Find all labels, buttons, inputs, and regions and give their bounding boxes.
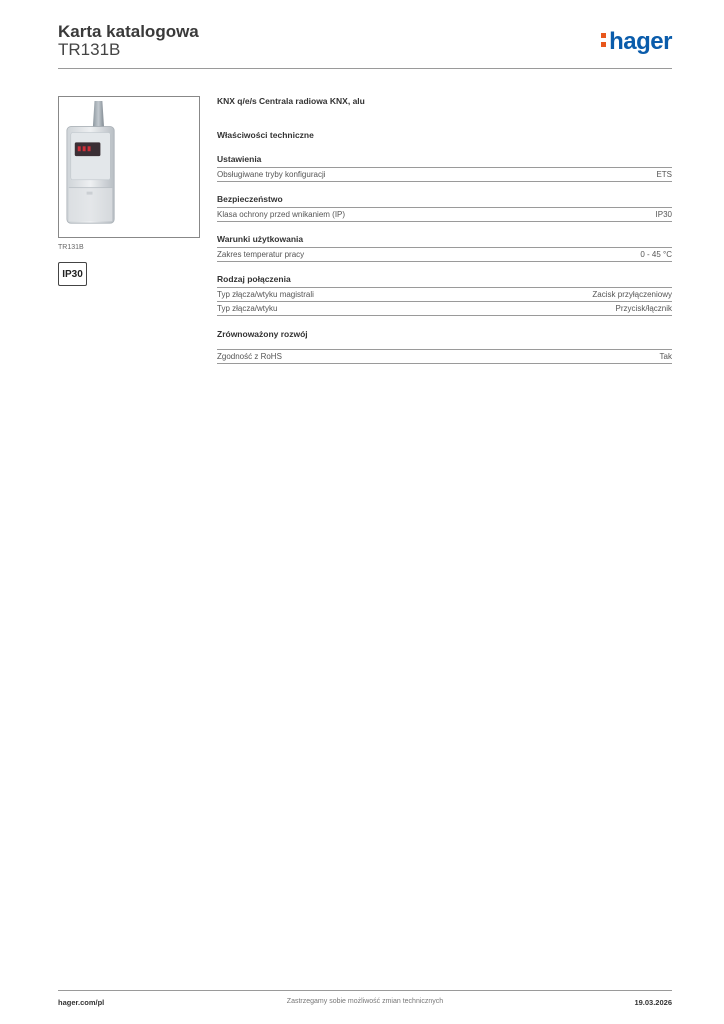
section-sustainability xyxy=(217,329,672,364)
page-header xyxy=(58,20,672,68)
product-image-frame xyxy=(58,96,200,238)
logo-text: hager xyxy=(609,28,672,55)
property-value: Tak xyxy=(659,352,672,361)
product-code: TR131B xyxy=(58,40,121,59)
product-image xyxy=(59,97,199,237)
footer-note: Zastrzegamy sobie możliwość zmian technicznych xyxy=(286,998,444,1005)
property-label: Zakres temperatur pracy xyxy=(217,250,305,259)
section-title: Rodzaj połączenia xyxy=(217,274,672,288)
property-row xyxy=(217,349,672,364)
property-value: Przycisk/łącznik xyxy=(615,304,672,313)
section-connection xyxy=(217,274,672,316)
product-name: KNX q/e/s Centrala radiowa KNX, alu xyxy=(217,96,365,106)
property-label: Typ złącza/wtyku magistrali xyxy=(217,290,314,299)
property-label: Obsługiwane tryby konfiguracji xyxy=(217,170,326,179)
section-title: Bezpieczeństwo xyxy=(217,194,672,208)
property-row xyxy=(217,288,672,302)
page-footer xyxy=(58,998,672,1010)
property-row xyxy=(217,208,672,222)
property-label: Klasa ochrony przed wnikaniem (IP) xyxy=(217,210,346,219)
property-value: Zacisk przyłączeniowy xyxy=(592,290,672,299)
property-label: Typ złącza/wtyku xyxy=(217,304,278,313)
image-caption: TR131B xyxy=(58,244,84,251)
section-settings xyxy=(217,154,672,182)
section-title: Ustawienia xyxy=(217,154,672,168)
property-label: Zgodność z RoHS xyxy=(217,352,282,361)
section-safety xyxy=(217,194,672,222)
section-title: Zrównoważony rozwój xyxy=(217,329,308,339)
footer-date: 19.03.2026 xyxy=(634,998,672,1007)
document-title: Karta katalogowa xyxy=(58,22,199,41)
property-row xyxy=(217,302,672,316)
section-operating-conditions xyxy=(217,234,672,262)
header-divider xyxy=(58,68,672,69)
properties-heading: Właściwości techniczne xyxy=(217,130,314,140)
property-value: 0 - 45 °C xyxy=(640,250,672,259)
section-title: Warunki użytkowania xyxy=(217,234,672,248)
footer-website: hager.com/pl xyxy=(58,998,105,1007)
property-row xyxy=(217,168,672,182)
footer-divider xyxy=(58,990,672,991)
property-value: IP30 xyxy=(655,210,672,219)
logo-dots-icon xyxy=(601,32,607,48)
hager-logo xyxy=(601,28,672,56)
product-details xyxy=(217,96,672,364)
ip-rating-badge: IP30 xyxy=(58,262,87,286)
property-value: ETS xyxy=(656,170,672,179)
property-row xyxy=(217,248,672,262)
